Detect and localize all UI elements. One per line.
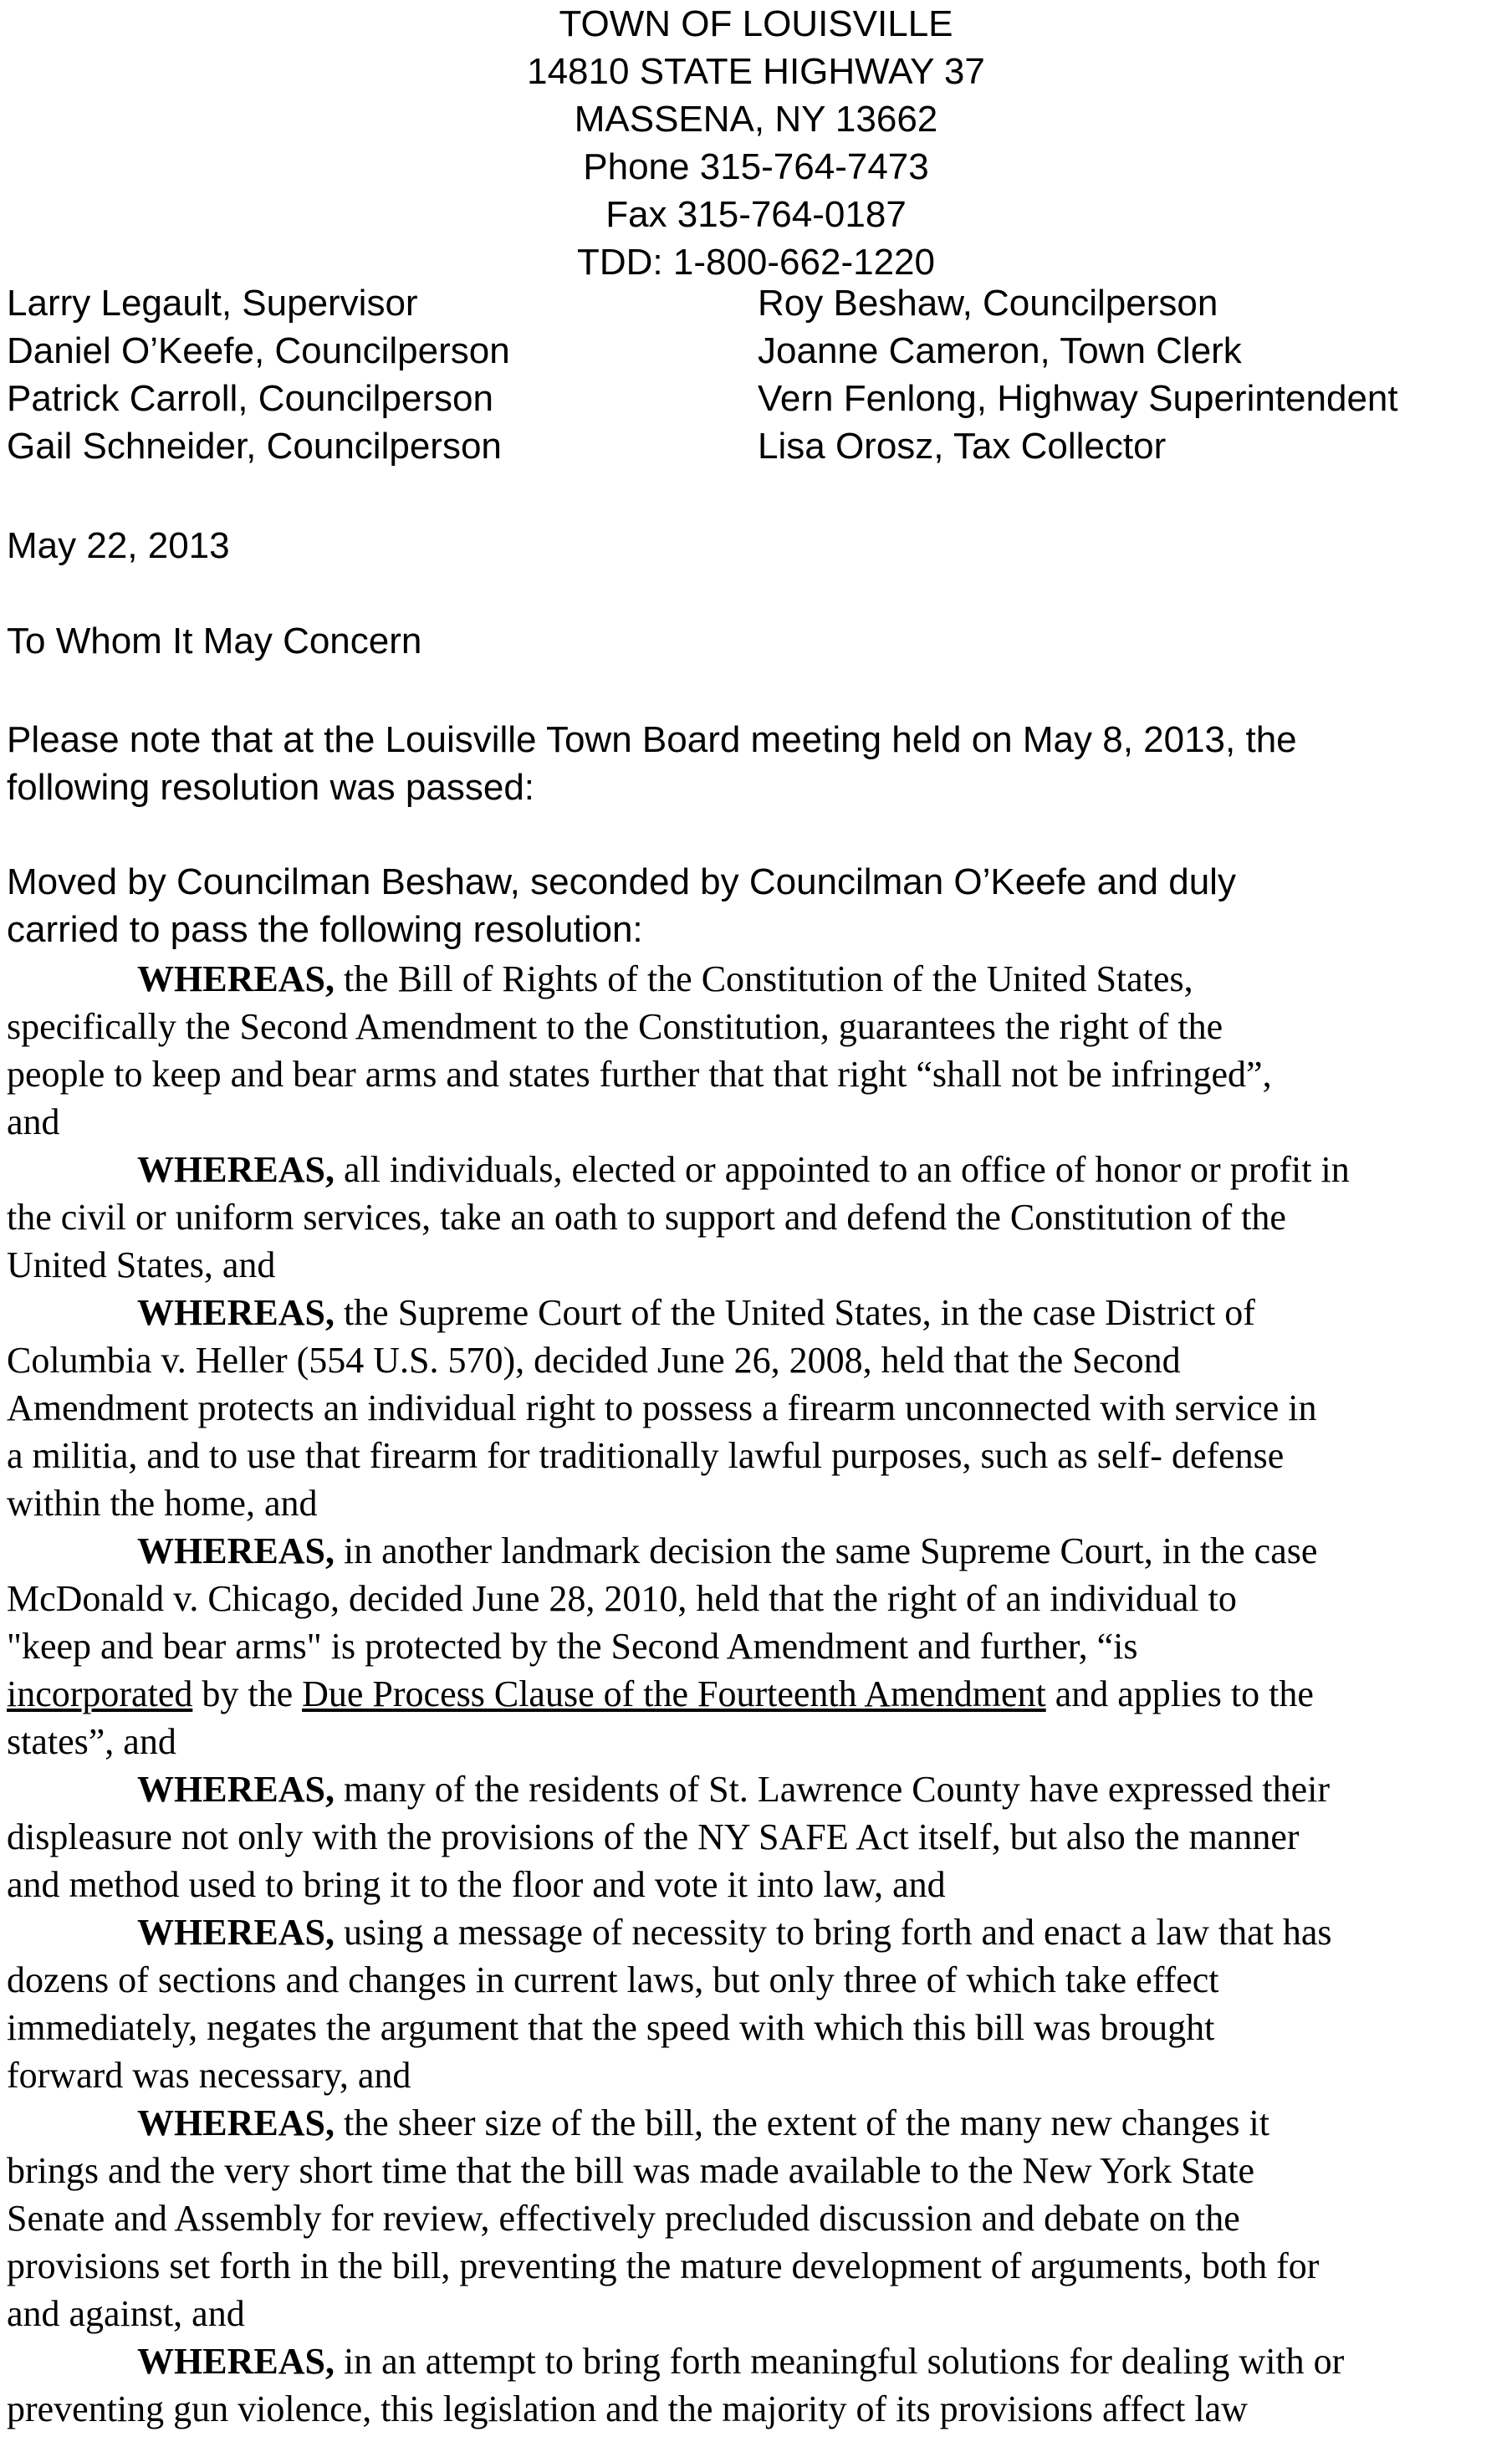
- whereas-clause: [7, 1765, 1504, 1908]
- clause-line: and: [7, 1101, 60, 1142]
- whereas-keyword: WHEREAS,: [137, 958, 335, 999]
- clause-line: and against, and: [7, 2293, 245, 2334]
- clause-first-line: [7, 1527, 1504, 1575]
- clause-first-line: [7, 955, 1504, 1003]
- clause-first-line: [7, 1289, 1504, 1336]
- clause-text: by the: [192, 1673, 303, 1714]
- clause-line: forward was necessary, and: [7, 2055, 411, 2096]
- clause-first-line: [7, 1908, 1504, 1956]
- motion-line: Moved by Councilman Beshaw, seconded by Councilman O’Keefe and duly: [7, 861, 1236, 902]
- clause-text: in an attempt to bring forth meaningful solutions for dealing with or: [334, 2341, 1345, 2382]
- whereas-keyword: WHEREAS,: [137, 2341, 335, 2382]
- clause-line: a militia, and to use that firearm for traditionally lawful purposes, such as self- defense: [7, 1435, 1285, 1476]
- whereas-keyword: WHEREAS,: [137, 1530, 335, 1571]
- official-name: Patrick Carroll, Councilperson: [7, 378, 493, 419]
- whereas-clause: [7, 1527, 1504, 1765]
- fax-line: Fax 315-764-0187: [605, 194, 907, 235]
- underlined-text: Due Process Clause of the Fourteenth Amendment: [302, 1673, 1046, 1714]
- letterhead: [0, 0, 1512, 286]
- official-name: Lisa Orosz, Tax Collector: [758, 426, 1167, 467]
- whereas-keyword: WHEREAS,: [137, 1769, 335, 1810]
- clause-line: preventing gun violence, this legislation and the majority of its provisions affect law: [7, 2388, 1248, 2429]
- clause-line: Senate and Assembly for review, effectively precluded discussion and debate on the: [7, 2198, 1240, 2239]
- official-name: Larry Legault, Supervisor: [7, 283, 418, 324]
- address-line: 14810 STATE HIGHWAY 37: [527, 51, 985, 92]
- whereas-keyword: WHEREAS,: [137, 1912, 335, 1953]
- clause-line: brings and the very short time that the bill was made available to the New York State: [7, 2150, 1255, 2191]
- clause-text: the Supreme Court of the United States, in the case District of: [334, 1292, 1255, 1333]
- clause-line: the civil or uniform services, take an oath to support and defend the Constitution of the: [7, 1197, 1286, 1238]
- motion-line: carried to pass the following resolution:: [7, 909, 643, 950]
- clause-first-line: [7, 1765, 1504, 1813]
- city-line: MASSENA, NY 13662: [574, 99, 938, 140]
- official-name: Gail Schneider, Councilperson: [7, 426, 502, 467]
- intro-line: following resolution was passed:: [7, 767, 535, 808]
- clause-line-underlined: [7, 1670, 1504, 1718]
- clause-text: the Bill of Rights of the Constitution of the United States,: [334, 958, 1193, 999]
- clause-text: using a message of necessity to bring forth and enact a law that has: [334, 1912, 1332, 1953]
- whereas-keyword: WHEREAS,: [137, 1149, 335, 1190]
- clause-line: Columbia v. Heller (554 U.S. 570), decided June 26, 2008, held that the Second: [7, 1340, 1181, 1381]
- clause-line: immediately, negates the argument that the speed with which this bill was brought: [7, 2007, 1215, 2048]
- clause-first-line: [7, 2099, 1504, 2147]
- clause-text: in another landmark decision the same Supreme Court, in the case: [334, 1530, 1318, 1571]
- clause-line: United States, and: [7, 1244, 276, 1285]
- tdd-line: TDD: 1-800-662-1220: [576, 242, 935, 283]
- clause-line: within the home, and: [7, 1483, 318, 1524]
- official-name: Joanne Cameron, Town Clerk: [758, 330, 1242, 371]
- whereas-clause: [7, 1289, 1504, 1527]
- clause-line: people to keep and bear arms and states further that that right “shall not be infringed”,: [7, 1054, 1272, 1095]
- intro-paragraph: [7, 716, 1504, 811]
- whereas-clause: [7, 955, 1504, 1146]
- clause-line: dozens of sections and changes in current laws, but only three of which take effect: [7, 1959, 1219, 2000]
- org-name: TOWN OF LOUISVILLE: [559, 3, 953, 44]
- clause-line: McDonald v. Chicago, decided June 28, 2010, held that the right of an individual to: [7, 1578, 1237, 1619]
- clause-text: all individuals, elected or appointed to an office of honor or profit in: [334, 1149, 1350, 1190]
- clause-line: states”, and: [7, 1721, 176, 1762]
- resolution-body: [7, 955, 1504, 2433]
- clause-line: "keep and bear arms" is protected by the Second Amendment and further, “is: [7, 1626, 1138, 1667]
- letter-date: May 22, 2013: [7, 525, 230, 566]
- clause-first-line: [7, 2337, 1504, 2385]
- clause-line: provisions set forth in the bill, preventing the mature development of arguments, both for: [7, 2245, 1320, 2286]
- official-name: Roy Beshaw, Councilperson: [758, 283, 1218, 324]
- phone-line: Phone 315-764-7473: [583, 146, 929, 187]
- clause-line: Amendment protects an individual right to possess a firearm unconnected with service in: [7, 1387, 1317, 1428]
- clause-text: and applies to the: [1045, 1673, 1314, 1714]
- clause-line: and method used to bring it to the floor and vote it into law, and: [7, 1864, 946, 1905]
- clause-text: many of the residents of St. Lawrence County have expressed their: [334, 1769, 1331, 1810]
- official-name: Vern Fenlong, Highway Superintendent: [758, 378, 1398, 419]
- clause-first-line: [7, 1146, 1504, 1193]
- clause-line: displeasure not only with the provisions of the NY SAFE Act itself, but also the manner: [7, 1816, 1300, 1857]
- clause-line: specifically the Second Amendment to the Constitution, guarantees the right of the: [7, 1006, 1223, 1047]
- whereas-clause: [7, 2337, 1504, 2433]
- salutation: To Whom It May Concern: [7, 621, 422, 662]
- officials-right-list: [758, 279, 1398, 470]
- whereas-clause: [7, 1146, 1504, 1289]
- official-name: Daniel O’Keefe, Councilperson: [7, 330, 510, 371]
- whereas-clause: [7, 2099, 1504, 2337]
- whereas-keyword: WHEREAS,: [137, 1292, 335, 1333]
- clause-text: the sheer size of the bill, the extent of the many new changes it: [334, 2102, 1269, 2143]
- intro-line: Please note that at the Louisville Town Board meeting held on May 8, 2013, the: [7, 719, 1297, 760]
- underlined-text: incorporated: [7, 1673, 193, 1714]
- officials-left-list: [7, 279, 510, 470]
- whereas-clause: [7, 1908, 1504, 2099]
- motion-paragraph: [7, 858, 1504, 953]
- whereas-keyword: WHEREAS,: [137, 2102, 335, 2143]
